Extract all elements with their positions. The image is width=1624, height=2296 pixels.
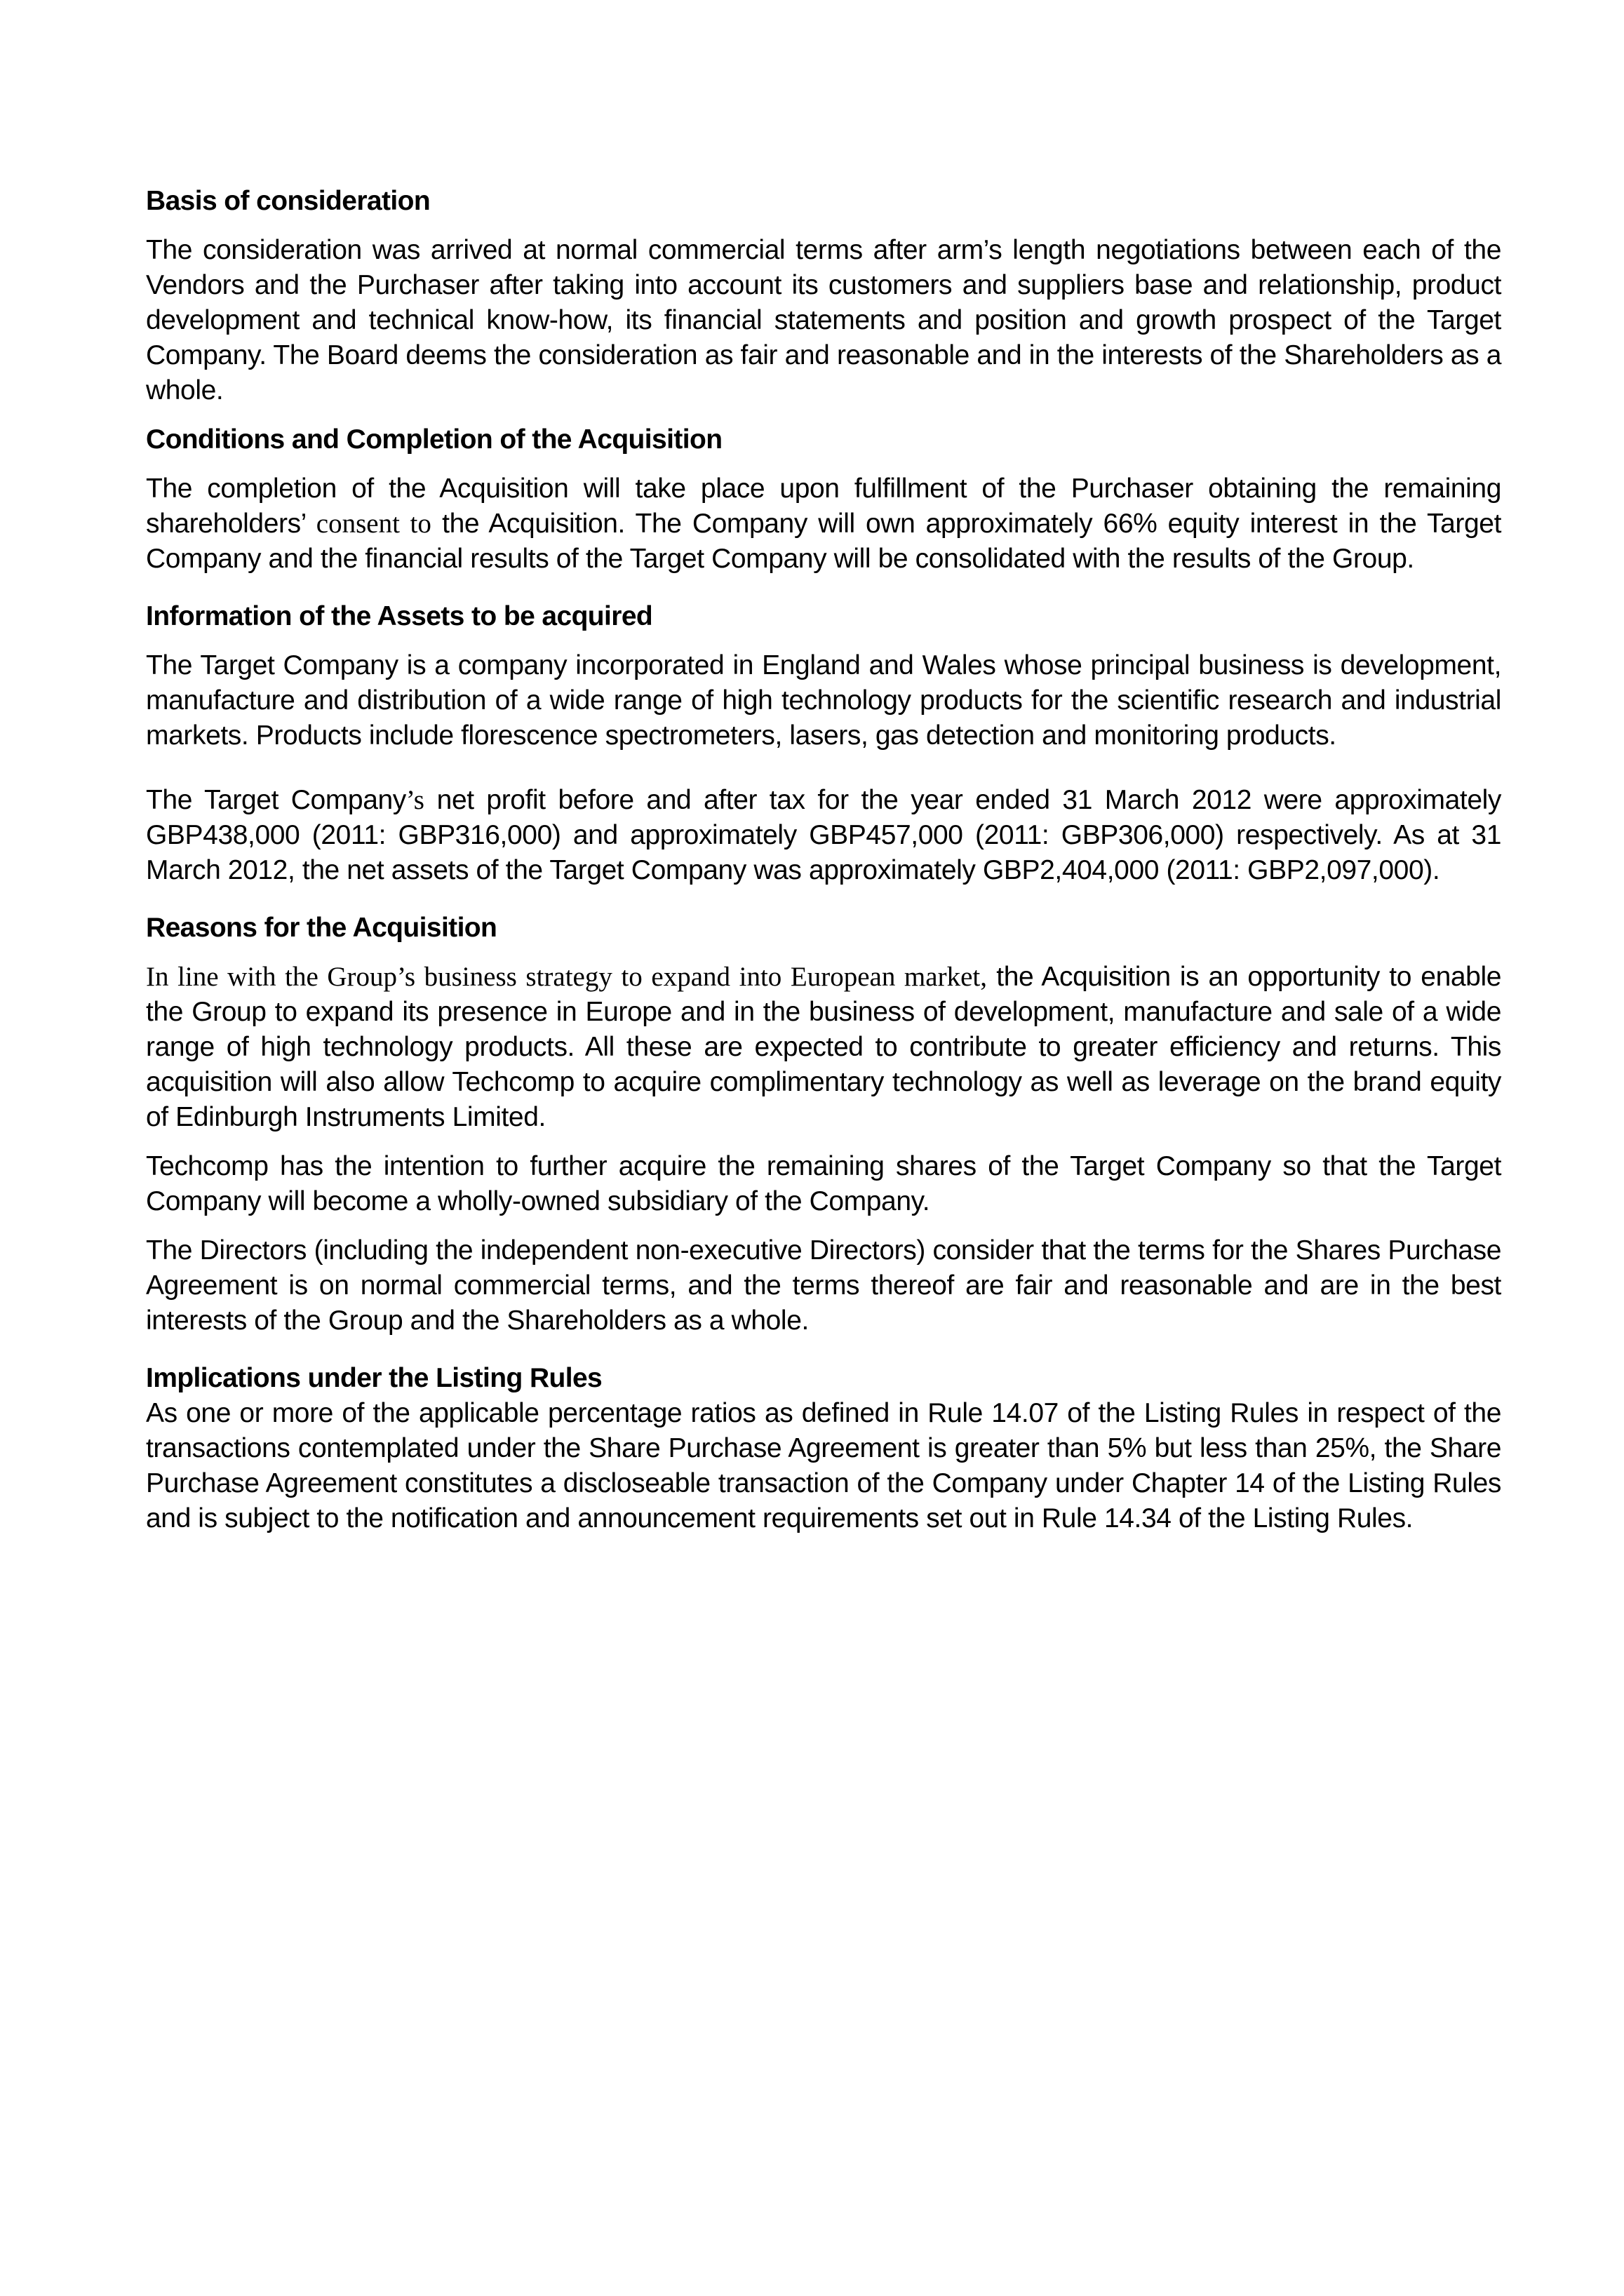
paragraph: Techcomp has the intention to further acquire the remaining shares of the Target Company so that the Target Company will become a wholly-owned subsidiary of the Company. [146,1151,1501,1216]
paragraph-text: net profit before and after tax for the year ended 31 March 2012 were approximately GBP438,000 (2011: GBP316,000) and approximately GBP457,000 (2011: GBP306,000) respectively. As at 31 March 2012, the net assets of the Target Company was approximately GBP2,404,000 (2011: GBP2,097,000). [146,785,1502,885]
section-heading: Basis of consideration [146,186,431,216]
paragraph: As one or more of the applicable percentage ratios as defined in Rule 14.07 of the Listing Rules in respect of the transactions contemplated under the Share Purchase Agreement is greater than 5% but less than 25%, the Share Purchase Agreement constitutes a discloseable transaction of the Company under Chapter 14 of the Listing Rules and is subject to the notification and announcement requirements set out in Rule 14.34 of the Listing Rules. [146,1398,1501,1533]
paragraph: The Target Company is a company incorporated in England and Wales whose principal business is development, manufacture and distribution of a wide range of high technology products for the scientific research and industrial markets. Products include florescence spectrometers, lasers, gas detection and monitoring products. [146,650,1501,751]
spacer [146,902,1501,911]
paragraph-text-serif: In line with the Group’s business strategy to expand into European market, [146,962,987,992]
section-implications-under-listing-rules [146,1361,1501,1536]
paragraph-text-serif: consent to [316,509,431,539]
section-reasons-for-acquisition [146,911,1501,1338]
section-conditions-and-completion [146,422,1501,577]
section-heading: Implications under the Listing Rules [146,1363,603,1393]
paragraph [146,471,1501,577]
paragraph: The Directors (including the independent non-executive Directors) consider that the terms for the Shares Purchase Agreement is on normal commercial terms, and the terms thereof are fair and reasonable and are in the best interests of the Group and the Shareholders as a whole. [146,1235,1501,1336]
paragraph [146,960,1501,1135]
section-heading: Information of the Assets to be acquired [146,601,653,631]
paragraph [146,783,1501,888]
section-information-of-assets [146,599,1501,888]
section-heading: Conditions and Completion of the Acquisition [146,424,723,455]
paragraph-text: the Acquisition is an opportunity to enable the Group to expand its presence in Europe and in the business of development, manufacture and sale of a wide range of high technology products. All these are expected to contribute to greater efficiency and returns. This acquisition will also allow Techcomp to acquire complimentary technology as well as leverage on the brand equity of Edinburgh Instruments Limited. [146,962,1502,1132]
paragraph-text-serif: ’s [405,785,424,815]
paragraph: The consideration was arrived at normal commercial terms after arm’s length negotiations between each of the Vendors and the Purchaser after taking into account its customers and suppliers base and relationship, product development and technical know-how, its financial statements and position and growth prospect of the Target Company. The Board deems the consideration as fair and reasonable and in the interests of the Shareholders as a whole. [146,235,1501,405]
paragraph-text: The completion of the Acquisition will take place upon fulfillment of the Purchaser obtaining the remaining shareholders’ [146,474,1501,539]
spacer [146,1352,1501,1361]
paragraph-text: The Target Company [146,785,406,815]
section-heading: Reasons for the Acquisition [146,913,497,943]
document-page [146,184,1501,1550]
paragraph-text: the Acquisition. The Company will own approximately 66% equity interest in the Target Company and the financial results of the Target Company will be consolidated with the results of the Group. [146,509,1502,574]
section-basis-of-consideration [146,184,1501,408]
spacer [146,591,1501,599]
spacer [146,767,1501,783]
